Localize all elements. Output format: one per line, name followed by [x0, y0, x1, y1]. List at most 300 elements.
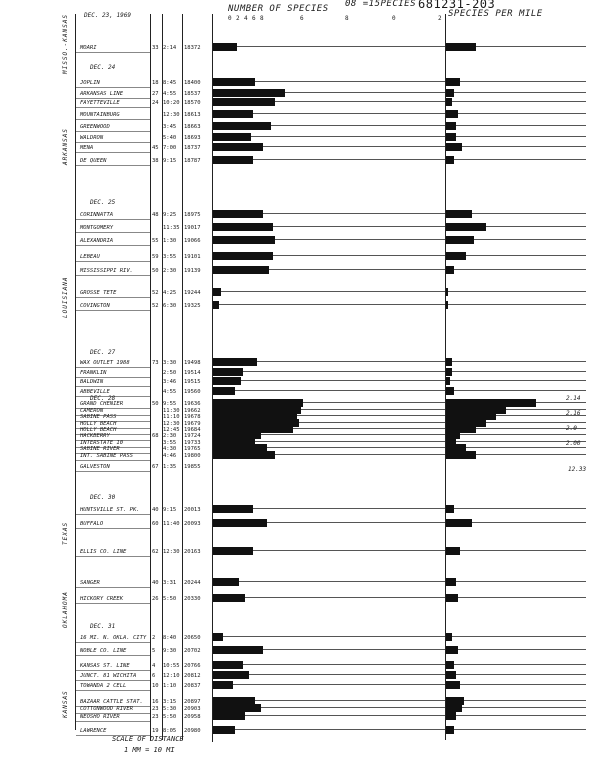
- stop-label: HICKORY CREEK: [80, 596, 124, 602]
- stop-count: 10: [152, 683, 159, 689]
- stop-label: ARKANSAS LINE: [80, 91, 124, 97]
- stop-label: MISSISSIPPI RIV.: [80, 268, 133, 274]
- stop-count: 73: [152, 360, 159, 366]
- stop-mileage: 18613: [184, 112, 201, 118]
- stop-time: 11:30: [163, 408, 180, 414]
- date-label: DEC. 25: [90, 199, 116, 206]
- stop-mileage: 19325: [184, 303, 201, 309]
- per-mile-bar: [446, 210, 472, 218]
- per-mile-bar: [446, 223, 486, 231]
- stop-count: 23: [152, 714, 159, 720]
- species-trace: [253, 508, 445, 509]
- row-underline: [76, 87, 150, 88]
- species-trace: [239, 581, 445, 582]
- per-mile-bar: [446, 712, 456, 720]
- number-of-species-title: NUMBER OF SPECIES: [228, 4, 329, 14]
- per-mile-trace: [456, 715, 586, 716]
- row-underline: [76, 721, 150, 722]
- stop-count: 40: [152, 580, 159, 586]
- per-mile-bar: [446, 505, 454, 513]
- stop-time: 9:15: [163, 507, 177, 513]
- stop-time: 1:30: [163, 238, 177, 244]
- per-mile-bar: [446, 661, 454, 669]
- species-bar: [213, 288, 221, 296]
- stop-label: GRAND CHENIER: [80, 401, 124, 407]
- stop-time: 5:40: [163, 135, 177, 141]
- state-label: OKLAHOMA: [62, 591, 69, 628]
- per-mile-bar: [446, 368, 452, 376]
- axis-tick: 8: [260, 15, 264, 22]
- per-mile-trace: [454, 729, 586, 730]
- stop-mileage: 18400: [184, 80, 201, 86]
- stop-mileage: 19800: [184, 453, 201, 459]
- row-underline: [76, 297, 150, 298]
- row-underline: [76, 261, 150, 262]
- per-mile-trace: [474, 239, 586, 240]
- species-trace: [275, 101, 445, 102]
- stop-time: 12:30: [163, 549, 180, 555]
- stop-label: 16 MI. N. OKLA. CITY: [80, 635, 147, 641]
- column-rule: [182, 14, 183, 740]
- stop-label: MOUNTAINBURG: [80, 112, 120, 118]
- row-underline: [76, 377, 150, 378]
- stop-label: FRANKLIN: [80, 370, 107, 376]
- per-mile-bar: [446, 236, 474, 244]
- stop-label: INTERSTATE 10: [80, 440, 124, 446]
- stop-mileage: 19684: [184, 427, 201, 433]
- per-mile-bar: [446, 98, 452, 106]
- stop-count: 18: [152, 80, 159, 86]
- species-bar: [213, 122, 271, 130]
- date-label: DEC. 27: [90, 349, 116, 356]
- stop-count: 2: [152, 635, 156, 641]
- stop-time: 3:46: [163, 379, 177, 385]
- stop-count: 50: [152, 268, 159, 274]
- species-trace: [267, 447, 445, 448]
- per-mile-trace: [454, 92, 586, 93]
- per-mile-trace: [460, 81, 586, 82]
- stop-time: 3:31: [163, 580, 177, 586]
- stop-time: 5:50: [163, 596, 177, 602]
- species-per-mile-title: SPECIES PER MILE: [448, 9, 543, 19]
- stop-time: 12:10: [163, 673, 180, 679]
- stop-count: 40: [152, 507, 159, 513]
- species-bar: [213, 143, 263, 151]
- species-bar: [213, 266, 269, 274]
- scale-of-distance: [112, 735, 184, 754]
- per-mile-bar: [446, 266, 454, 274]
- stop-time: 11:35: [163, 225, 180, 231]
- margin-note: 2.00: [566, 440, 581, 447]
- species-bar: [213, 704, 261, 712]
- first-date: DEC. 23, 1969: [84, 12, 131, 19]
- stop-mileage: 18372: [184, 45, 201, 51]
- species-trace: [253, 550, 445, 551]
- stop-count: 68: [152, 433, 159, 439]
- stop-time: 5:50: [163, 714, 177, 720]
- stop-mileage: 20980: [184, 728, 201, 734]
- species-bar: [213, 223, 273, 231]
- row-underline: [76, 655, 150, 656]
- species-trace: [261, 434, 445, 435]
- per-mile-bar: [446, 633, 452, 641]
- stop-label: CORINNATTA: [80, 212, 114, 218]
- stop-mileage: 20812: [184, 673, 201, 679]
- axis-tick: 2: [236, 15, 240, 22]
- stop-label: HOLLY BEACH: [80, 421, 117, 427]
- species-bar: [213, 156, 253, 164]
- species-trace: [303, 402, 445, 403]
- species-bar: [213, 210, 263, 218]
- stop-label: NEOSHO RIVER: [80, 714, 120, 720]
- per-mile-trace: [466, 447, 586, 448]
- stop-time: 2:50: [163, 370, 177, 376]
- stop-time: 3:30: [163, 360, 177, 366]
- row-underline: [76, 107, 150, 108]
- per-mile-bar: [446, 594, 458, 602]
- column-rule: [150, 14, 151, 740]
- stop-label: SABINE PASS: [80, 414, 117, 420]
- stop-mileage: 19498: [184, 360, 201, 366]
- stop-mileage: 20093: [184, 521, 201, 527]
- stop-time: 4:55: [163, 389, 177, 395]
- stop-count: 33: [152, 45, 159, 51]
- species-trace: [261, 707, 445, 708]
- per-mile-trace: [456, 674, 586, 675]
- per-mile-trace: [456, 125, 586, 126]
- per-mile-trace: [460, 684, 586, 685]
- species-bar: [213, 252, 273, 260]
- stop-label: FAYETTEVILLE: [80, 100, 120, 106]
- species-trace: [245, 715, 445, 716]
- per-mile-bar: [446, 143, 462, 151]
- species-bar: [213, 110, 253, 118]
- species-bar: [213, 712, 245, 720]
- stop-count: 19: [152, 728, 159, 734]
- axis-tick: 6: [252, 15, 256, 22]
- species-bar: [213, 681, 233, 689]
- per-mile-bar: [446, 110, 458, 118]
- row-underline: [76, 670, 150, 671]
- stop-count: 62: [152, 549, 159, 555]
- per-mile-bar: [446, 358, 452, 366]
- per-mile-trace: [536, 402, 586, 403]
- per-mile-bar: [446, 252, 466, 260]
- row-underline: [76, 556, 150, 557]
- per-mile-trace: [454, 269, 586, 270]
- per-mile-bar: [446, 387, 454, 395]
- stop-mileage: 19662: [184, 408, 201, 414]
- axis-tick: 2: [438, 15, 442, 22]
- stop-time: 4:30: [163, 446, 177, 452]
- stop-mileage: 20163: [184, 549, 201, 555]
- date-label: DEC. 31: [90, 623, 116, 630]
- species-bar: [213, 43, 237, 51]
- margin-note: 2.14: [566, 395, 581, 402]
- species-trace: [301, 409, 445, 410]
- stop-mileage: 19855: [184, 464, 201, 470]
- stop-time: 10:20: [163, 100, 180, 106]
- species-trace: [297, 415, 445, 416]
- species-trace: [253, 113, 445, 114]
- stop-mileage: 19765: [184, 446, 201, 452]
- species-trace: [235, 729, 445, 730]
- species-trace: [263, 649, 445, 650]
- stop-count: 26: [152, 596, 159, 602]
- per-mile-bar: [446, 133, 456, 141]
- axis-tick: 6: [300, 15, 304, 22]
- per-mile-bar: [446, 671, 456, 679]
- stop-mileage: 19636: [184, 401, 201, 407]
- species-bar: [213, 89, 285, 97]
- row-underline: [76, 642, 150, 643]
- per-mile-bar: [446, 547, 460, 555]
- stop-label: MENA: [80, 145, 94, 151]
- record-id: 681231-203: [418, 0, 496, 11]
- stop-time: 8:40: [163, 635, 177, 641]
- row-underline: [76, 528, 150, 529]
- row-underline: [76, 460, 150, 461]
- per-mile-trace: [456, 581, 586, 582]
- stop-label: ABBEVILLE: [80, 389, 110, 395]
- species-trace: [275, 454, 445, 455]
- stop-label: MONTGOMERY: [80, 225, 114, 231]
- species-trace: [243, 664, 445, 665]
- per-mile-bar: [446, 156, 454, 164]
- stop-label: BALDWIN: [80, 379, 104, 385]
- stop-mileage: 20013: [184, 507, 201, 513]
- stop-mileage: 18975: [184, 212, 201, 218]
- stop-time: 1:10: [163, 683, 177, 689]
- stop-mileage: 19515: [184, 379, 201, 385]
- per-mile-trace: [458, 597, 586, 598]
- row-underline: [76, 603, 150, 604]
- species-trace: [285, 92, 445, 93]
- stop-count: 45: [152, 145, 159, 151]
- stop-time: 3:45: [163, 124, 177, 130]
- per-mile-trace: [454, 159, 586, 160]
- stop-mileage: 20244: [184, 580, 201, 586]
- species-bar: [213, 646, 263, 654]
- per-mile-trace: [476, 46, 586, 47]
- stop-label: COTTONWOOD RIVER: [80, 706, 133, 712]
- per-mile-trace: [452, 361, 586, 362]
- species-trace: [249, 674, 445, 675]
- species-trace: [271, 125, 445, 126]
- species-bar: [213, 726, 235, 734]
- row-underline: [76, 514, 150, 515]
- stop-time: 8:45: [163, 80, 177, 86]
- per-mile-trace: [486, 226, 586, 227]
- stop-mileage: 19724: [184, 433, 201, 439]
- stop-time: 2:14: [163, 45, 177, 51]
- per-mile-bar: [446, 681, 460, 689]
- stop-count: 6: [152, 673, 156, 679]
- stop-mileage: 20650: [184, 635, 201, 641]
- per-mile-bar: [446, 78, 460, 86]
- per-mile-bar: [446, 43, 476, 51]
- per-mile-trace: [452, 371, 586, 372]
- stop-mileage: 19733: [184, 440, 201, 446]
- stop-label: COVINGTON: [80, 303, 110, 309]
- per-mile-trace: [454, 664, 586, 665]
- stop-label: INT. SABINE PASS: [80, 453, 133, 459]
- date-label: DEC. 28: [90, 395, 116, 402]
- stop-time: 9:15: [163, 158, 177, 164]
- stop-mileage: 20837: [184, 683, 201, 689]
- species-bar: [213, 133, 251, 141]
- per-mile-trace: [472, 213, 586, 214]
- margin-note: 12.33: [568, 466, 587, 473]
- stop-mileage: 18537: [184, 91, 201, 97]
- species-bar: [213, 505, 253, 513]
- stop-mileage: 19066: [184, 238, 201, 244]
- state-label: MISSO.-KANSAS: [62, 14, 69, 74]
- stop-mileage: 18693: [184, 135, 201, 141]
- stop-label: WAX OUTLET 1988: [80, 360, 130, 366]
- species-bar: [213, 301, 219, 309]
- axis-tick: 4: [244, 15, 248, 22]
- row-underline: [76, 98, 150, 99]
- stop-time: 2:30: [163, 268, 177, 274]
- scale-title: SCALE OF DISTANCE: [112, 735, 184, 743]
- row-underline: [76, 232, 150, 233]
- stop-label: GREENWOOD: [80, 124, 110, 130]
- stop-time: 10:55: [163, 663, 180, 669]
- stop-label: ELLIS CO. LINE: [80, 549, 127, 555]
- stop-mileage: 18663: [184, 124, 201, 130]
- stop-time: 7:00: [163, 145, 177, 151]
- stop-mileage: 19017: [184, 225, 201, 231]
- per-mile-trace: [486, 422, 586, 423]
- stop-mileage: 20330: [184, 596, 201, 602]
- per-mile-bar: [446, 578, 456, 586]
- species-bar: [213, 547, 253, 555]
- species-bar: [213, 671, 249, 679]
- species-trace: [243, 371, 445, 372]
- per-mile-bar: [446, 89, 454, 97]
- species-trace: [253, 159, 445, 160]
- species-trace: [241, 380, 445, 381]
- stop-count: 4: [152, 663, 156, 669]
- species-code: 08 =15PECIES: [345, 0, 417, 9]
- stop-time: 4:55: [163, 91, 177, 97]
- stop-time: 11:10: [163, 414, 180, 420]
- per-mile-trace: [448, 291, 586, 292]
- stop-mileage: 18787: [184, 158, 201, 164]
- stop-label: TOWANDA 2 CELL: [80, 683, 127, 689]
- row-underline: [76, 119, 150, 120]
- stop-count: 38: [152, 158, 159, 164]
- species-trace: [221, 291, 445, 292]
- species-trace: [237, 46, 445, 47]
- species-trace: [223, 636, 445, 637]
- stop-mileage: 20766: [184, 663, 201, 669]
- stop-count: 52: [152, 303, 159, 309]
- row-underline: [76, 587, 150, 588]
- row-underline: [76, 386, 150, 387]
- per-mile-bar: [446, 122, 456, 130]
- per-mile-trace: [448, 304, 586, 305]
- species-trace: [219, 304, 445, 305]
- stop-label: HACKBERRY: [80, 433, 110, 439]
- stop-time: 1:35: [163, 464, 177, 470]
- stop-label: GALVESTON: [80, 464, 110, 470]
- axis-tick: 0: [228, 15, 232, 22]
- per-mile-trace: [472, 522, 586, 523]
- row-underline: [76, 152, 150, 153]
- species-trace: [233, 684, 445, 685]
- species-trace: [299, 422, 445, 423]
- margin-note: 2.0: [566, 425, 577, 432]
- stop-mileage: 20958: [184, 714, 201, 720]
- stop-time: 9:25: [163, 212, 177, 218]
- stop-label: JOPLIN: [80, 80, 100, 86]
- stop-label: JUNCT. 81 WICHITA: [80, 673, 137, 679]
- species-bar: [213, 451, 275, 459]
- species-trace: [255, 81, 445, 82]
- species-trace: [263, 213, 445, 214]
- row-underline: [76, 367, 150, 368]
- species-bar: [213, 236, 275, 244]
- stop-time: 6:30: [163, 303, 177, 309]
- stop-time: 4:46: [163, 453, 177, 459]
- stop-label: ALEXANDRIA: [80, 238, 114, 244]
- stop-time: 3:15: [163, 699, 177, 705]
- per-mile-bar: [446, 726, 454, 734]
- stop-time: 5:30: [163, 706, 177, 712]
- species-trace: [257, 361, 445, 362]
- species-bar: [213, 78, 255, 86]
- stop-time: 3:55: [163, 254, 177, 260]
- stop-label: BUFFALO: [80, 521, 104, 527]
- per-mile-trace: [476, 454, 586, 455]
- row-underline: [76, 680, 150, 681]
- state-label: TEXAS: [62, 521, 69, 545]
- species-bar: [213, 519, 267, 527]
- per-mile-trace: [452, 636, 586, 637]
- stop-count: 48: [152, 212, 159, 218]
- species-trace: [273, 226, 445, 227]
- stop-label: KANSAS ST. LINE: [80, 663, 130, 669]
- per-mile-trace: [460, 434, 586, 435]
- stop-label: MOARI: [80, 45, 97, 51]
- stop-count: 52: [152, 290, 159, 296]
- stop-time: 8:05: [163, 728, 177, 734]
- stop-label: HOLLY BEACH: [80, 427, 117, 433]
- per-mile-trace: [454, 508, 586, 509]
- row-underline: [76, 471, 150, 472]
- date-label: DEC. 30: [90, 494, 116, 501]
- stop-time: 11:40: [163, 521, 180, 527]
- stop-label: NOBLE CO. LINE: [80, 648, 127, 654]
- per-mile-trace: [454, 390, 586, 391]
- state-label: KANSAS: [62, 690, 69, 718]
- species-bar: [213, 387, 235, 395]
- species-trace: [267, 522, 445, 523]
- stop-label: GROSSE TETE: [80, 290, 117, 296]
- stop-time: 3:55: [163, 440, 177, 446]
- species-bar: [213, 578, 239, 586]
- date-label: DEC. 24: [90, 64, 116, 71]
- species-trace: [273, 255, 445, 256]
- per-mile-bar: [446, 377, 450, 385]
- stop-mileage: 19101: [184, 254, 201, 260]
- per-mile-trace: [460, 550, 586, 551]
- stop-label: HUNTSVILLE ST. PK.: [80, 507, 140, 513]
- stop-count: 27: [152, 91, 159, 97]
- stop-count: 55: [152, 238, 159, 244]
